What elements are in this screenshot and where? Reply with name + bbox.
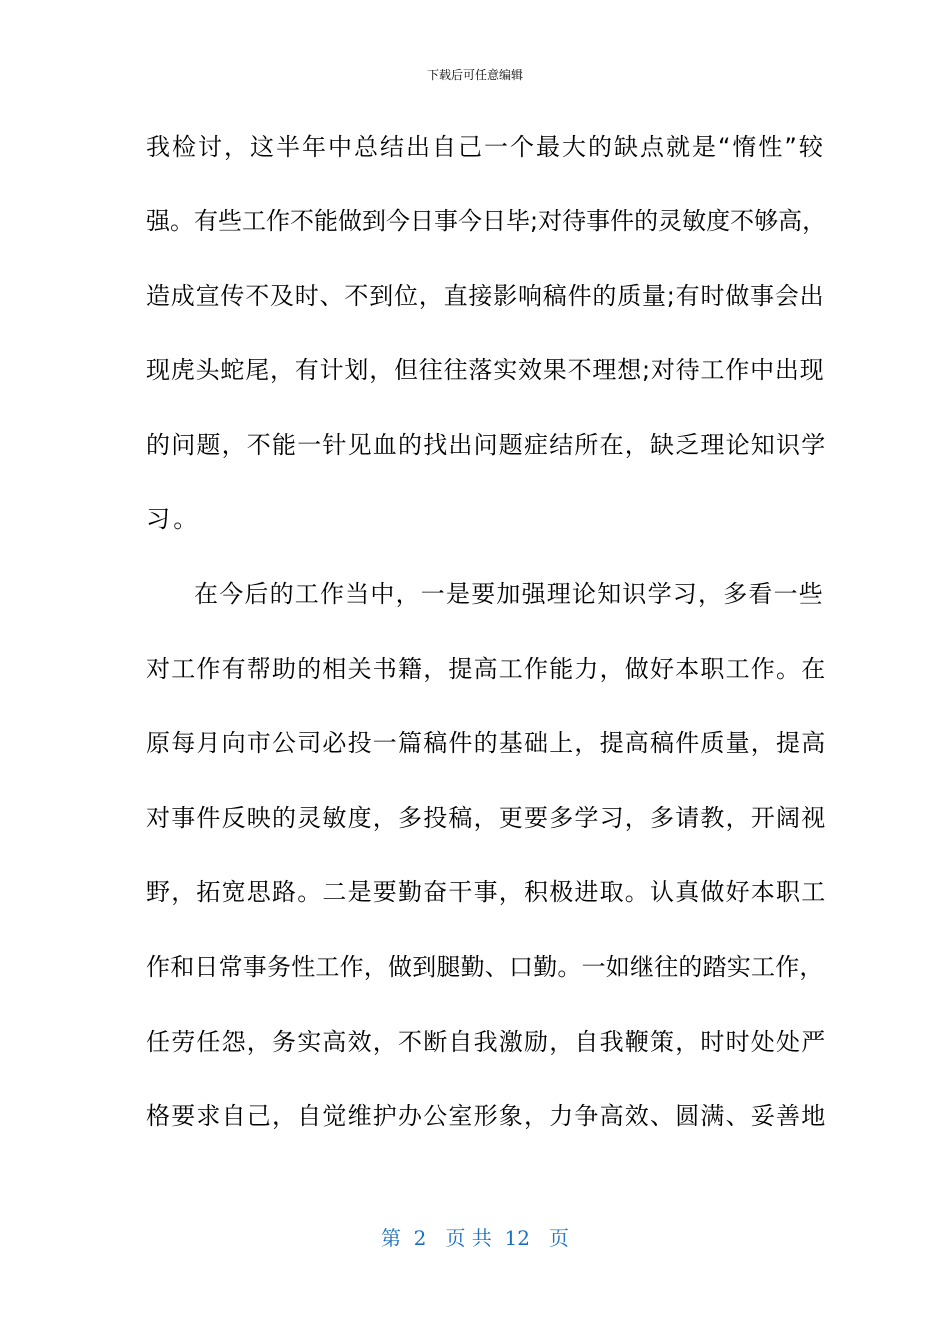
- page-number: 第 2 页 共 12 页: [380, 1226, 570, 1250]
- text-line: 野，拓宽思路。二是要勤奋干事，积极进取。认真做好本职工: [146, 878, 827, 906]
- text-line: 在今后的工作当中，一是要加强理论知识学习，多看一些: [194, 580, 824, 608]
- text-line: 对事件反映的灵敏度，多投稿，更要多学习，多请教，开阔视: [146, 804, 827, 832]
- text-line: 格要求自己，自觉维护办公室形象，力争高效、圆满、妥善地: [146, 1102, 827, 1130]
- text-line: 对工作有帮助的相关书籍，提高工作能力，做好本职工作。在: [146, 655, 827, 683]
- text-line: 作和日常事务性工作，做到腿勤、口勤。一如继往的踏实工作，: [146, 953, 824, 981]
- text-line: 任劳任怨，务实高效，不断自我激励，自我鞭策，时时处处严: [146, 1028, 827, 1056]
- text-line: 习。: [146, 505, 201, 533]
- text-line: 造成宣传不及时、不到位，直接影响稿件的质量;有时做事会出: [146, 282, 825, 310]
- text-line: 现虎头蛇尾，有计划，但往往落实效果不理想;对待工作中出现: [146, 356, 825, 384]
- text-line: 强。有些工作不能做到今日事今日毕;对待事件的灵敏度不够高，: [146, 207, 827, 235]
- page-footer: [0, 1224, 950, 1252]
- text-line: 的问题，不能一针见血的找出问题症结所在，缺乏理论知识学: [146, 431, 827, 459]
- page-header: 下载后可任意编辑: [426, 68, 523, 82]
- text-line: 原每月向市公司必投一篇稿件的基础上，提高稿件质量，提高: [146, 729, 827, 757]
- text-line: 我检讨，这半年中总结出自己一个最大的缺点就是“惰性”较: [146, 133, 825, 161]
